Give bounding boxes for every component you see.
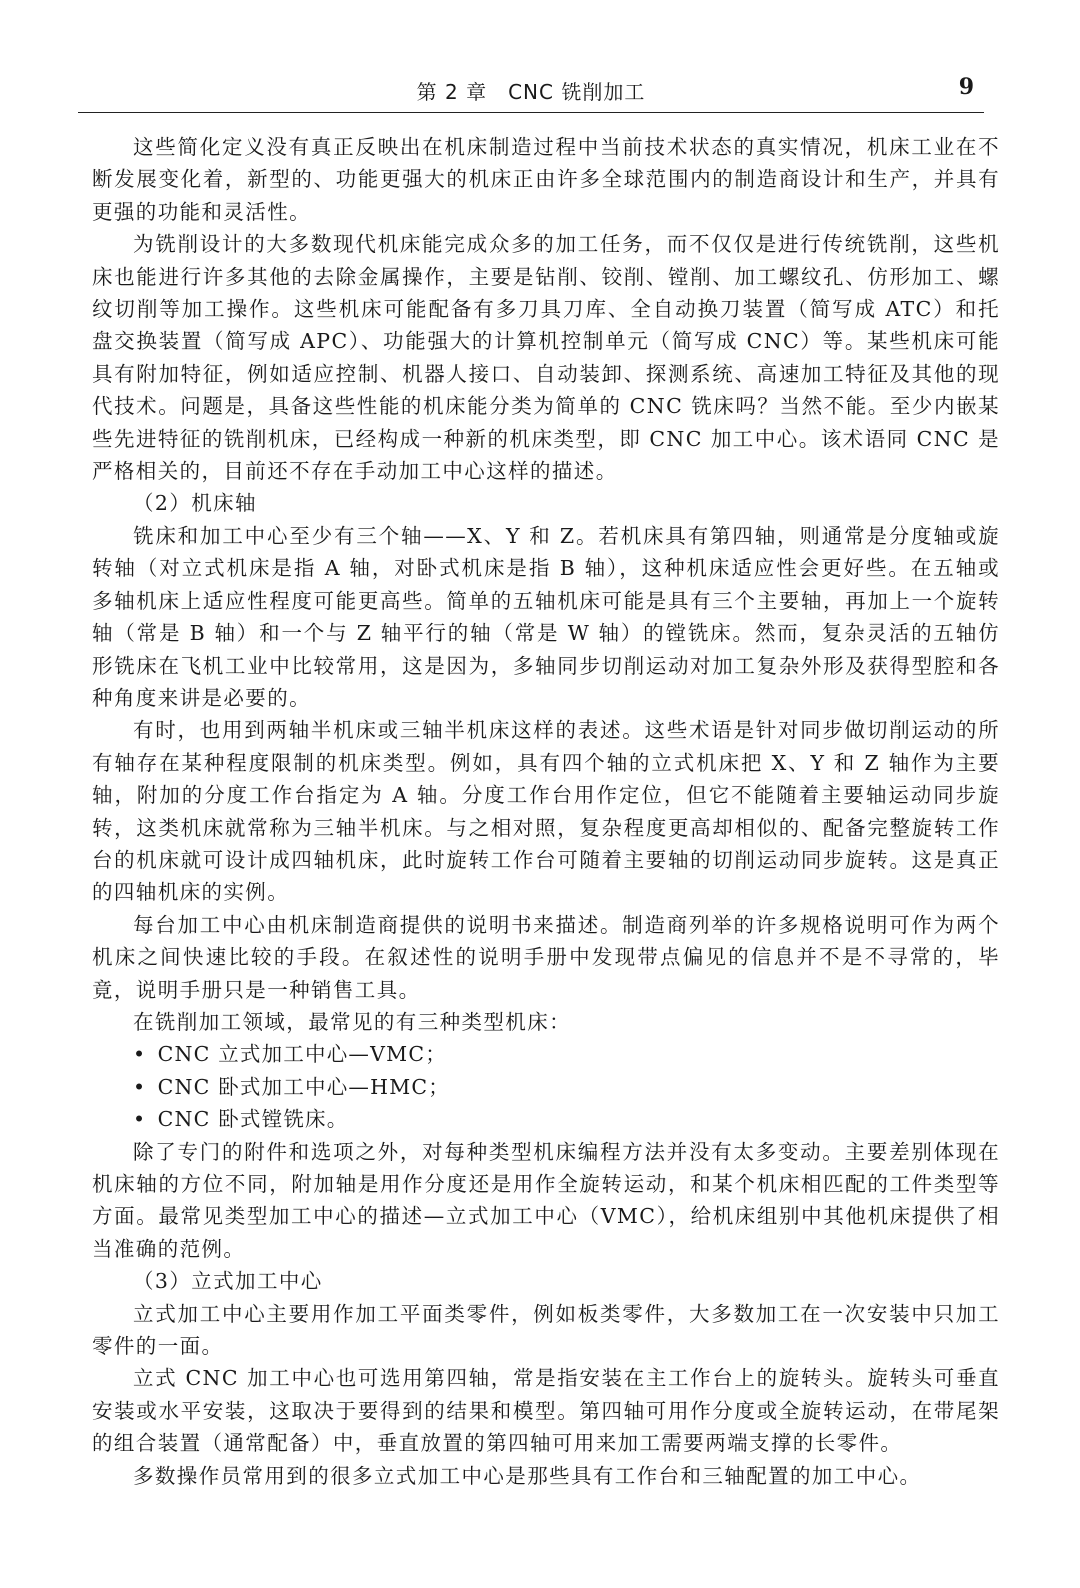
bullet-icon: • [133, 1107, 147, 1132]
paragraph: 在铣削加工领域，最常见的有三种类型机床： [133, 1009, 571, 1034]
section-heading-machine-axes: （2）机床轴 [133, 491, 257, 516]
paragraph: 除了专门的附件和选项之外，对每种类型机床编程方法并没有太多变动。主要差别体现在机床轴的方位不同，附加轴是用作分度还是用作全旋转运动，和某个机床相匹配的工件类型等方面。最常见类型加工中心的描述—立式加工中心（VMC），给机床组别中其他机床提供了相当准确的范例。 [92, 1139, 1000, 1261]
paragraph: 铣床和加工中心至少有三个轴——X、Y 和 Z。若机床具有第四轴，则通常是分度轴或旋转轴（对立式机床是指 A 轴，对卧式机床是指 B 轴），这种机床适应性会更好些。在五轴或多轴机床上适应性程度可能更高些。简单的五轴机床可能是具有三个主要轴，再加上一个旋转轴（常是 B 轴）和一个与 Z 轴平行的轴（常是 W 轴）的镗铣床。然而，复杂灵活的五轴仿形铣床在飞机工业中比较常用，这是因为，多轴同步切削运动对加工复杂外形及获得型腔和各种角度来讲是必要的。 [92, 523, 1000, 710]
section-heading-vertical-machining-center: （3）立式加工中心 [133, 1269, 323, 1294]
paragraph: 立式加工中心主要用作加工平面类零件，例如板类零件，大多数加工在一次安装中只加工零件的一面。 [92, 1301, 1000, 1359]
list-item [92, 1071, 1000, 1103]
running-header [78, 70, 984, 113]
bullet-icon: • [133, 1074, 147, 1099]
list-item [92, 1038, 1000, 1070]
chapter-title: 第 2 章 CNC 铣削加工 [416, 80, 646, 104]
paragraph: 多数操作员常用到的很多立式加工中心是那些具有工作台和三轴配置的加工中心。 [133, 1463, 922, 1488]
body-text [92, 131, 1000, 1492]
page-number: 9 [958, 74, 974, 100]
paragraph: 为铣削设计的大多数现代机床能完成众多的加工任务，而不仅仅是进行传统铣削，这些机床也能进行许多其他的去除金属操作，主要是钻削、铰削、镗削、加工螺纹孔、仿形加工、螺纹切削等加工操作。这些机床可能配备有多刀具刀库、全自动换刀装置（简写成 ATC）和托盘交换装置（简写成 APC）、功能强大的计算机控制单元（简写成 CNC）等。某些机床可能具有附加特征，例如适应控制、机器人接口、自动装卸、探测系统、高速加工特征及其他的现代技术。问题是，具备这些性能的机床能分类为简单的 CNC 铣床吗？当然不能。至少内嵌某些先进特征的铣削机床，已经构成一种新的机床类型，即 CNC 加工中心。该术语同 CNC 是严格相关的，目前还不存在手动加工中心这样的描述。 [92, 232, 1000, 484]
list-item-text: CNC 立式加工中心—VMC； [157, 1042, 447, 1067]
list-item [92, 1103, 1000, 1135]
paragraph: 这些简化定义没有真正反映出在机床制造过程中当前技术状态的真实情况，机床工业在不断发展变化着，新型的、功能更强大的机床正由许多全球范围内的制造商设计和生产，并具有更强的功能和灵活性。 [92, 135, 1000, 224]
paragraph: 立式 CNC 加工中心也可选用第四轴，常是指安装在主工作台上的旋转头。旋转头可垂直安装或水平安装，这取决于要得到的结果和模型。第四轴可用作分度或全旋转运动，在带尾架的组合装置（通常配备）中，垂直放置的第四轴可用来加工需要两端支撑的长零件。 [92, 1366, 1000, 1456]
paragraph: 每台加工中心由机床制造商提供的说明书来描述。制造商列举的许多规格说明可作为两个机床之间快速比较的手段。在叙述性的说明手册中发现带点偏见的信息并不是不寻常的，毕竟，说明手册只是一种销售工具。 [92, 912, 1000, 1002]
paragraph: 有时，也用到两轴半机床或三轴半机床这样的表述。这些术语是针对同步做切削运动的所有轴存在某种程度限制的机床类型。例如，具有四个轴的立式机床把 X、Y 和 Z 轴作为主要轴，附加的分度工作台指定为 A 轴。分度工作台用作定位，但它不能随着主要轴运动同步旋转，这类机床就常称为三轴半机床。与之相对照，复杂程度更高却相似的、配备完整旋转工作台的机床就可设计成四轴机床，此时旋转工作台可随着主要轴的切削运动同步旋转。这是真正的四轴机床的实例。 [92, 718, 1000, 905]
list-item-text: CNC 卧式加工中心—HMC； [157, 1074, 450, 1099]
bullet-icon: • [133, 1042, 147, 1067]
list-item-text: CNC 卧式镗铣床。 [157, 1107, 349, 1132]
